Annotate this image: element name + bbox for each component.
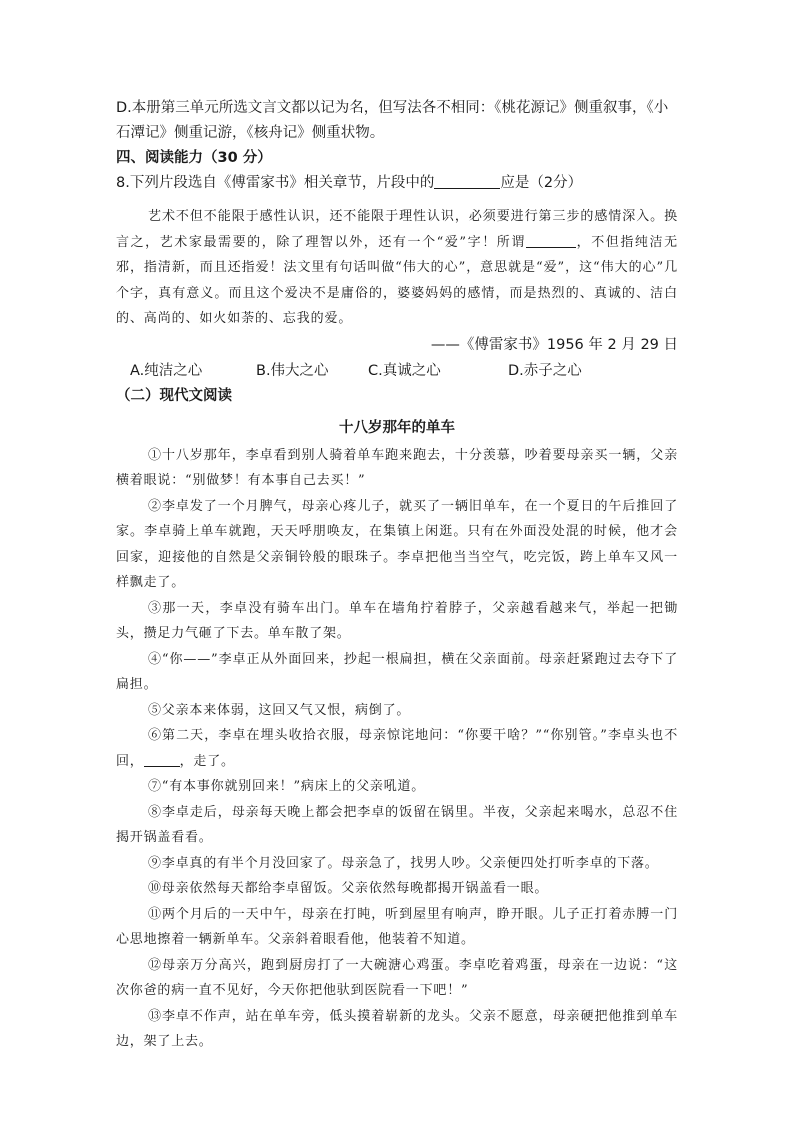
paragraph-6-part-2: ，走了。 xyxy=(179,753,235,769)
excerpt-source: ——《傅雷家书》1956 年 2 月 29 日 xyxy=(430,336,678,353)
answer-blank xyxy=(434,174,500,189)
option-b: B.伟大之心 xyxy=(256,362,329,379)
paragraph-6-part-1: ⑥第二天，李卓在埋头收拾衣服，母亲惊诧地问：“你要干啥？”“你别管。”李卓头也不回， xyxy=(116,728,678,769)
section-heading-modern: （二）现代文阅读 xyxy=(116,387,232,404)
excerpt-paragraph xyxy=(116,204,678,332)
article-paragraph-13: ⑬李卓不作声，站在单车旁，低头摸着崭新的龙头。父亲不愿意，母亲硬把他推到单车边，架了上去。 xyxy=(116,1008,678,1049)
article-paragraph-9: ⑨李卓真的有半个月没回家了。母亲急了，找男人吵。父亲便四处打听李卓的下落。 xyxy=(148,855,659,871)
answer-options xyxy=(116,358,678,384)
section-heading-reading: 四、阅读能力（30 分） xyxy=(116,150,272,166)
article-paragraph-3: ③那一天，李卓没有骑车出门。单车在墙角拧着脖子，父亲越看越来气，举起一把锄头，攒足力气砸了下去。单车散了架。 xyxy=(116,600,678,641)
article-paragraph-8: ⑧李卓走后，母亲每天晚上都会把李卓的饭留在锅里。半夜，父亲起来喝水，总忍不住揭开锅盖看看。 xyxy=(116,804,678,845)
option-c: C.真诚之心 xyxy=(368,362,441,379)
question-8 xyxy=(116,171,678,196)
excerpt-blank xyxy=(526,233,576,248)
article-paragraph-4: ④“你——”李卓正从外面回来，抄起一根扁担，横在父亲面前。母亲赶紧跑过去夺下了扁担。 xyxy=(116,651,678,692)
document-page xyxy=(116,96,678,1055)
article-paragraph-10: ⑩母亲依然每天都给李卓留饭。父亲依然每晚都揭开锅盖看一眼。 xyxy=(148,881,549,896)
article-paragraph-2: ②李卓发了一个月脾气，母亲心疼儿子，就买了一辆旧单车，在一个夏日的午后推回了家。李卓骑上单车就跑，天天呼朋唤友，在集镇上闲逛。只有在外面没处混的时候，他才会回家，迎接他的自然是父亲铜铃般的眼珠子。李卓把他当当空气，吃完饭，跨上单车又风一样飘走了。 xyxy=(116,498,678,590)
article-paragraph-5: ⑤父亲本来体弱，这回又气又恨，病倒了。 xyxy=(148,702,411,718)
article-paragraph-1: ①十八岁那年，李卓看到别人骑着单车跑来跑去，十分羡慕，吵着要母亲买一辆，父亲横着眼说：“别做梦！有本事自己去买！” xyxy=(116,447,678,488)
excerpt-part-1: 艺术不但不能限于感性认识，还不能限于理性认识，必须要进行第三步的感情深入。换言之，艺术家最需要的，除了理智以外，还有一个“爱”字！所谓 xyxy=(116,209,678,250)
option-d-line-1: D.本册第三单元所选文言文都以记为名，但写法各不相同：《桃花源记》侧重叙事，《小 xyxy=(116,100,669,116)
article-paragraph-11: ⑪两个月后的一天中午，母亲在打盹，听到屋里有响声，睁开眼。儿子正打着赤膊一门心思地擦着一辆新单车。父亲斜着眼看他，他装着不知道。 xyxy=(116,906,678,947)
question-8-tail: 应是（2分） xyxy=(500,175,583,191)
excerpt-part-2: ，不但指纯洁无邪，指清新，而且还指爱！法文里有句话叫做“伟大的心”，意思就是“爱”，这“伟大的心”几个字，真有意义。而且这个爱决不是庸俗的，婆婆妈妈的感情，而是热烈的、真诚的、洁白的、高尚的、如火如荼的、忘我的爱。 xyxy=(116,234,678,326)
option-d-line-2: 石潭记》侧重记游，《核舟记》侧重状物。 xyxy=(116,125,385,141)
option-a: A.纯洁之心 xyxy=(130,362,203,379)
article-paragraph-12: ⑫母亲万分高兴，跑到厨房打了一大碗溏心鸡蛋。李卓吃着鸡蛋，母亲在一边说：“这次你爸的病一直不见好，今天你把他驮到医院看一下吧！” xyxy=(116,957,678,998)
question-8-stem: 8.下列片段选自《傅雷家书》相关章节，片段中的 xyxy=(116,175,435,191)
article-paragraph-7: ⑦“有本事你就别回来！”病床上的父亲吼道。 xyxy=(148,779,426,794)
article-paragraph-6 xyxy=(116,723,678,774)
option-d: D.赤子之心 xyxy=(508,362,582,379)
article-title: 十八岁那年的单车 xyxy=(339,418,455,436)
paragraph-6-blank xyxy=(144,752,180,767)
